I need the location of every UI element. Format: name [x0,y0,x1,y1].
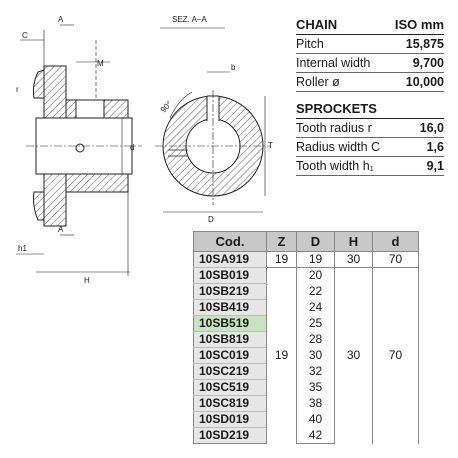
chain-row [296,54,444,73]
chain-row [296,35,444,54]
chain-header [296,17,444,35]
dim-d-big: D [208,215,214,224]
d-upper-cell: 42 [297,428,335,444]
table-row [194,252,419,268]
dim-h: H [84,276,90,285]
sprockets-value: 9,1 [426,159,444,173]
dim-c: C [22,31,28,40]
d-upper-cell: 24 [297,300,335,316]
header-z: Z [267,232,297,252]
d-upper-cell: 25 [297,316,335,332]
d-upper-cell: 32 [297,364,335,380]
chain-value: 10,000 [405,75,444,89]
d-upper-cell: 19 [297,252,335,268]
dim-a-top: A [58,15,64,24]
sprockets-row [296,119,444,138]
sprockets-spec [296,101,444,176]
code-cell: 10SA919 [194,252,267,268]
code-cell: 10SB819 [194,332,267,348]
code-cell: 10SC819 [194,396,267,412]
d-upper-cell: 38 [297,396,335,412]
dim-h1: h1 [18,244,27,253]
dim-t: T [268,141,273,150]
code-cell: 10SB219 [194,284,267,300]
sprockets-title: SPROCKETS [296,101,377,116]
chain-row [296,73,444,92]
d-upper-cell: 22 [297,284,335,300]
sprockets-value: 1,6 [426,140,444,154]
z-cell: 19 [267,252,297,268]
d-upper-cell: 30 [297,348,335,364]
section-label: SEZ. A–A [172,15,207,24]
d-upper-cell: 20 [297,268,335,284]
d-upper-cell: 40 [297,412,335,428]
z-group-cell: 19 [267,268,297,444]
chain-value: 9,700 [412,56,444,70]
chain-value: 15,875 [405,37,444,51]
table-header-row [194,232,419,252]
h-group-cell: 30 [335,268,373,444]
code-cell: 10SC019 [194,348,267,364]
code-cell: 10SD019 [194,412,267,428]
d-upper-cell: 35 [297,380,335,396]
sprockets-row [296,157,444,176]
chain-label: Roller ø [296,75,340,89]
front-section-view [155,28,271,212]
d-lower-group-cell: 70 [373,268,419,444]
code-cell-highlighted: 10SB519 [194,316,267,332]
sprockets-value: 16,0 [419,121,444,135]
h-cell: 30 [335,252,373,268]
dim-a-bottom: A [58,225,64,234]
header-cod: Cod. [194,232,267,252]
d-upper-cell: 28 [297,332,335,348]
code-cell: 10SD219 [194,428,267,444]
chain-spec [296,17,444,92]
side-section-view [16,25,142,276]
table-row [194,268,419,284]
sprockets-label: Tooth radius r [296,121,372,135]
chain-title: CHAIN [296,17,338,32]
sprockets-label: Radius width C [296,140,381,154]
sprockets-row [296,138,444,157]
header-h: H [335,232,373,252]
chain-label: Pitch [296,37,324,51]
code-cell: 10SC519 [194,380,267,396]
chain-label: Internal width [296,56,371,70]
code-cell: 10SB419 [194,300,267,316]
sprockets-label: Tooth width h₁ [296,159,374,173]
code-cell: 10SB019 [194,268,267,284]
dim-r: r [16,85,19,94]
chain-unit: ISO mm [394,17,444,32]
d-lower-cell: 70 [373,252,419,268]
sprockets-header [296,101,444,119]
header-d-lower: d [373,232,419,252]
header-d-upper: D [297,232,335,252]
dim-b: b [231,63,236,72]
dim-angle: 90° [158,99,174,115]
dim-m: M [97,59,104,68]
codes-table [193,231,419,444]
dim-d: d [130,143,135,152]
code-cell: 10SC219 [194,364,267,380]
